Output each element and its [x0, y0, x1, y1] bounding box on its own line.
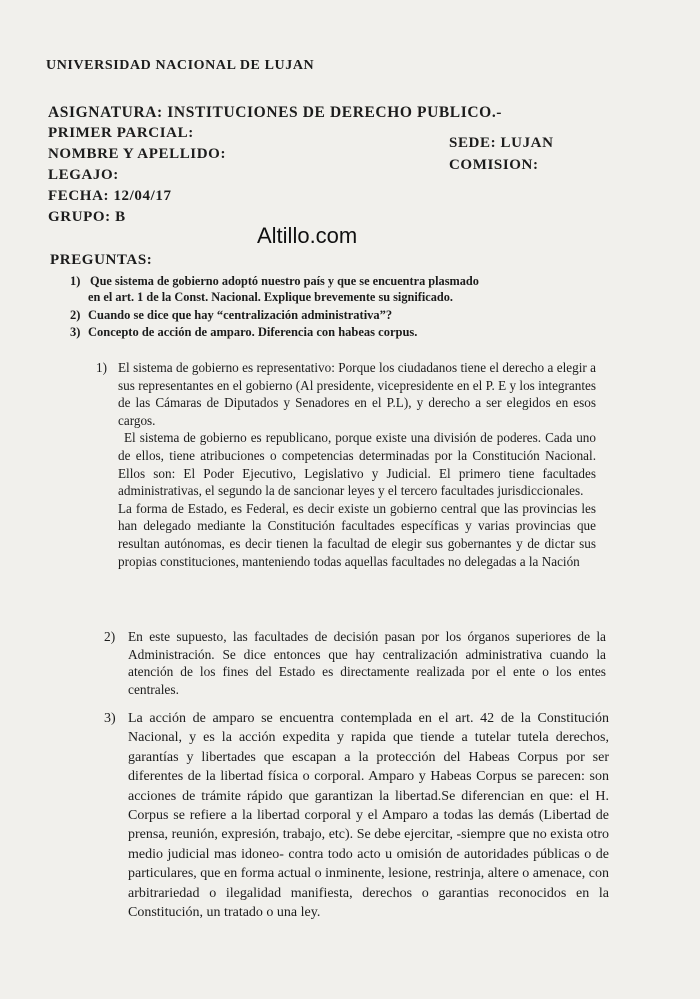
subject-line: ASIGNATURA: INSTITUCIONES DE DERECHO PUBLICO.-: [48, 104, 503, 121]
answer-2: [104, 628, 606, 698]
comision-line: COMISION:: [449, 157, 539, 173]
answer-3: [104, 709, 609, 922]
group-line: GRUPO: B: [48, 209, 126, 225]
question-2-number: 2): [70, 308, 81, 322]
question-3-line-1: Concepto de acción de amparo. Diferencia con habeas corpus.: [88, 325, 418, 339]
question-1-line-1: Que sistema de gobierno adoptó nuestro país y que se encuentra plasmado: [90, 274, 479, 288]
questions-title: PREGUNTAS:: [50, 252, 153, 268]
answer-3-paragraph-1: La acción de amparo se encuentra contemplada en el art. 42 de la Constitución Nacional, y es la acción expedita y rapida que tiende a tutelar tutela derechos, garantías y libertades que escapan a la protección del Habeas Corpus por ser diferentes de la libertad física o corporal. Amparo y Habeas Corpus se parecen: son acciones de trámite rápido que garantizan la libertad.Se diferencian en que: el H. Corpus se refiere a la libertad corporal y el Amparo a todas las demás (Libertad de prensa, reunión, expresión, trabajo, etc). Se debe ejercitar, -siempre que no exista otro medio judicial mas idoneo- contra todo acto u omisión de autoridades públicas o de particulares, que en forma actual o inminente, lesione, restrinja, altere o amenace, con arbitrariedad o ilegalidad manifiesta, derechos o garantias reconocidos en la Constitución, un tratado o una ley.: [128, 711, 609, 921]
answer-1-paragraph-3: La forma de Estado, es Federal, es decir existe un gobierno central que las provincias les han delegado mediante la Constitución facultades específicas y varias provincias que resultan autónomas, es decir tienen la facultad de elegir sus gobernantes y de dictar sus propias constituciones, manteniendo todas aquellas facultades no delegadas a la Nación: [118, 500, 596, 569]
university-name: UNIVERSIDAD NACIONAL DE LUJAN: [46, 58, 315, 73]
watermark-text: Altillo.com: [257, 223, 358, 248]
sede-line: SEDE: LUJAN: [449, 135, 554, 151]
legajo-line: LEGAJO:: [48, 167, 119, 183]
answer-2-number: 2): [104, 629, 116, 644]
question-1-line-2: en el art. 1 de la Const. Nacional. Explique brevemente su significado.: [88, 290, 453, 304]
question-2-line-1: Cuando se dice que hay “centralización administrativa”?: [88, 308, 393, 322]
answer-1-paragraph-1: El sistema de gobierno es representativo: Porque los ciudadanos tiene el derecho a elegir a sus representantes en el gobierno (Al presidente, vicepresidente en el P. E y los integrantes de las Cámaras de Diputados y Senadores en el P.L), y derecho a ser elegidos en esos cargos.: [118, 360, 596, 428]
date-line: FECHA: 12/04/17: [48, 188, 172, 204]
name-line: NOMBRE Y APELLIDO:: [48, 146, 227, 162]
question-3-number: 3): [70, 325, 81, 339]
answer-1: [96, 359, 596, 570]
question-1-number: 1): [70, 274, 81, 288]
answer-1-number: 1): [96, 360, 107, 375]
exam-line: PRIMER PARCIAL:: [48, 125, 194, 141]
answer-3-number: 3): [104, 711, 116, 726]
answer-2-paragraph-1: En este supuesto, las facultades de decisión pasan por los órganos superiores de la Administración. Se dice entonces que hay centralización administrativa cuando la atención de los fines del Estado es directamente realizada por el ente o los entes centrales.: [128, 629, 606, 697]
answer-1-paragraph-2: El sistema de gobierno es republicano, porque existe una división de poderes. Cada uno de ellos, tiene atribuciones o competencias determinadas por la Constitución Nacional. Ellos son: El Poder Ejecutivo, Legislativo y Judicial. El primero tiene facultades administrativas, el segundo la de sancionar leyes y el tercero facultades jurisdiccionales.: [118, 430, 596, 499]
